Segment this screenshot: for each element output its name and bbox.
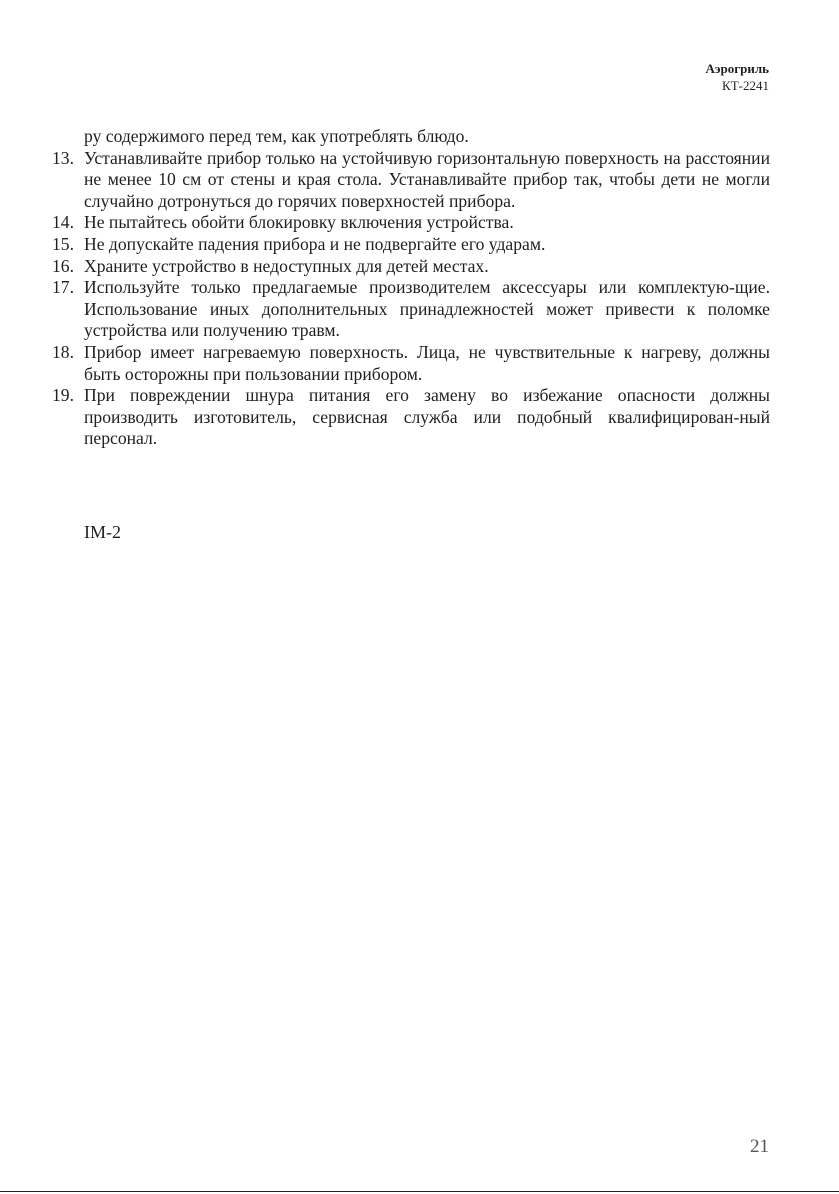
- list-item: [52, 342, 770, 385]
- page-number: 21: [750, 1136, 769, 1157]
- item-number: 16.: [52, 255, 74, 276]
- item-number: 17.: [52, 277, 74, 298]
- instructions-body: [52, 126, 770, 450]
- item-number: 19.: [52, 385, 74, 406]
- model-number: КТ-2241: [722, 78, 769, 93]
- item-text: При повреждении шнура питания его замену во избежание опасности должны производить изготовитель, сервисная служба или подобный квалифицирован-ный персонал.: [84, 385, 770, 449]
- item-number: 18.: [52, 341, 74, 362]
- item-text: Не пытайтесь обойти блокировку включения устройства.: [84, 212, 514, 233]
- item-text: Используйте только предлагаемые производителем аксессуары или комплектую-щие. Использование иных дополнительных принадлежностей может привести к поломке устройства или получению травм.: [84, 277, 770, 341]
- item-text: Прибор имеет нагреваемую поверхность. Лица, не чувствительные к нагреву, должны быть осторожны при пользовании прибором.: [84, 341, 770, 384]
- list-item: [52, 256, 770, 278]
- list-item: [52, 277, 770, 342]
- page-header: [705, 60, 769, 94]
- document-code: IM-2: [84, 522, 121, 542]
- bottom-divider: [0, 1191, 839, 1192]
- continuation-text: ру содержимого перед тем, как употреблять блюдо.: [84, 126, 469, 146]
- list-item: [52, 385, 770, 450]
- product-title: Аэрогриль: [705, 61, 769, 76]
- item-text: Не допускайте падения прибора и не подвергайте его ударам.: [84, 233, 546, 254]
- item-text: Храните устройство в недоступных для детей местах.: [84, 255, 489, 276]
- list-item: [52, 148, 770, 213]
- item-number: 13.: [52, 147, 74, 168]
- safety-list: [52, 148, 770, 450]
- list-item: [52, 212, 770, 234]
- item-number: 15.: [52, 233, 74, 254]
- item-number: 14.: [52, 212, 74, 233]
- list-item: [52, 234, 770, 256]
- item-text: Устанавливайте прибор только на устойчивую горизонтальную поверхность на расстоянии не менее 10 см от стены и края стола. Устанавливайте прибор так, чтобы дети не могли случайно дотронуться до горячих поверхностей прибора.: [84, 147, 770, 211]
